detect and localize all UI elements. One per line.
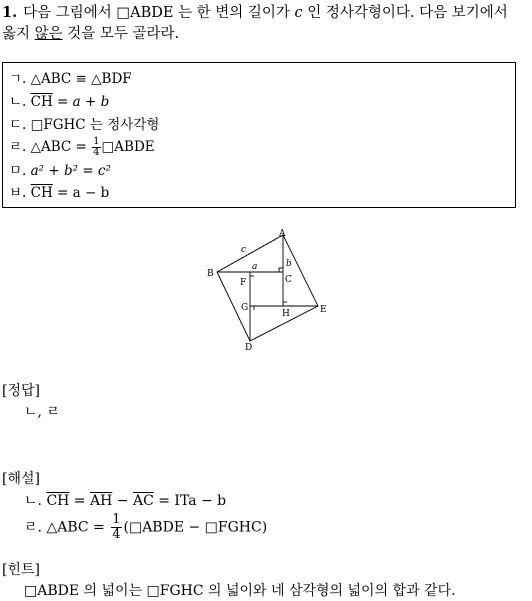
option-4: ㄹ. △ABC = $\frac{1}{4}$ □ABDE — [9, 136, 155, 158]
explanation-heading: [해설] — [2, 471, 40, 487]
question-text-1b: 인 정사각형이다. 다음 보기에서 — [302, 5, 508, 21]
explanation-line-2: ㄹ. △ABC = $\frac{1}{4}$ (□ABDE − □FGHC) — [24, 512, 268, 542]
square-abde — [217, 235, 318, 341]
geometry-figure — [195, 222, 335, 357]
question-text-2a: 옳지 — [2, 26, 35, 42]
question-text-1a: 다음 그림에서 □ABDE 는 한 변의 길이가 — [23, 5, 295, 21]
fraction-quarter: $\frac{1}{4}$ — [93, 136, 100, 158]
option-1: ㄱ. △ABC ≡ △BDF — [9, 71, 132, 87]
option-2: ㄴ. $\overline{CH} = a + b$ — [9, 94, 110, 110]
option-5: ㅁ. a² + b² = c² — [9, 163, 111, 179]
answer-text: ㄴ, ㄹ — [24, 404, 60, 420]
hint-text: □ABDE 의 넓이는 □FGHC 의 넓이와 네 삼각형의 넓이의 합과 같다. — [24, 583, 456, 599]
question-number: 1. — [2, 4, 18, 21]
option-3: ㄷ. □FGHC 는 정사각형 — [9, 117, 160, 133]
fraction-quarter-2: $\frac{1}{4}$ — [112, 512, 121, 542]
label-d: D — [245, 343, 253, 353]
options-box — [2, 62, 516, 208]
figure-labels — [207, 229, 327, 353]
question-line-1 — [2, 2, 508, 24]
explanation-line-1: ㄴ. $\overline{CH} = \overline{AH} - \overline{AC}$ = ITa − b — [24, 493, 227, 509]
label-c: C — [285, 275, 292, 285]
option-6: ㅂ. $\overline{CH} = a - b$ — [9, 185, 110, 201]
label-b: B — [207, 269, 214, 279]
label-f: F — [240, 278, 247, 288]
label-a: A — [279, 229, 286, 239]
label-h: H — [282, 309, 290, 319]
label-side-c: c — [241, 245, 247, 255]
answer-heading: [정답] — [2, 383, 40, 399]
question-line-2 — [2, 23, 179, 45]
label-g: G — [241, 303, 249, 313]
hint-heading: [힌트] — [2, 562, 40, 578]
label-side-a: a — [252, 262, 258, 272]
label-side-b: b — [286, 259, 292, 269]
question-var-c: c — [294, 5, 303, 21]
question-underlined: 않은 — [34, 26, 63, 42]
label-e: E — [320, 305, 327, 315]
right-angle-c — [279, 268, 283, 272]
question-text-2b: 것을 모두 골라라. — [62, 26, 180, 42]
